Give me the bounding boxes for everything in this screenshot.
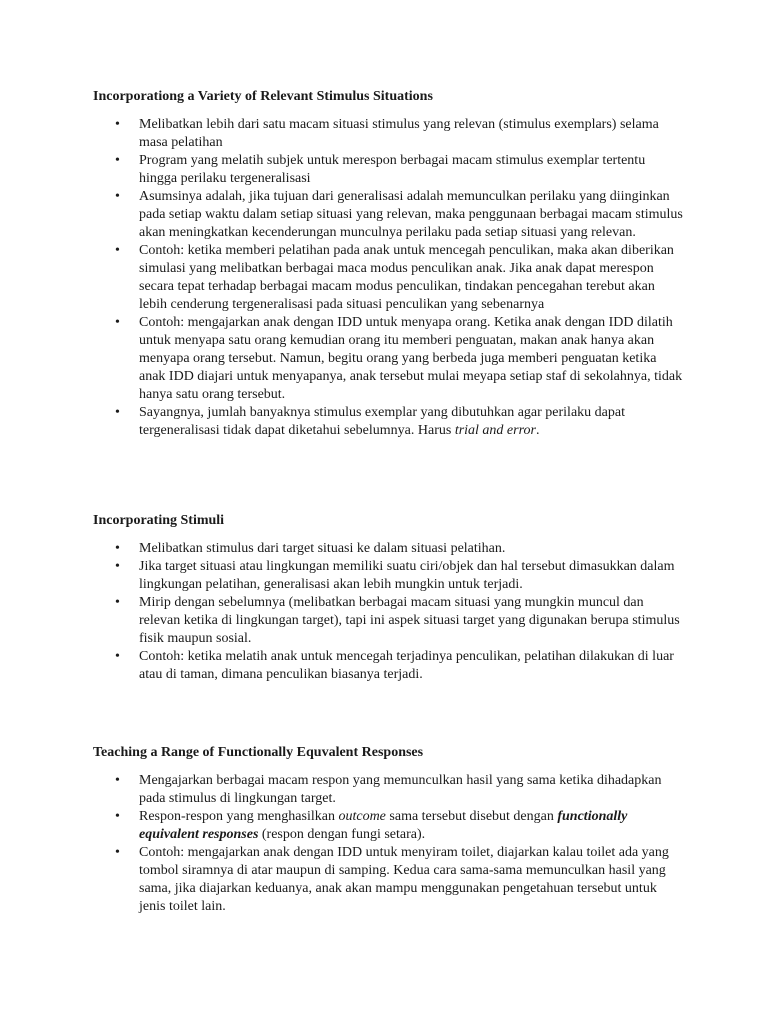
section-functionally-equivalent-responses (93, 744, 683, 916)
section-heading: Teaching a Range of Functionally Equvalent Responses (93, 745, 424, 760)
list-item: • Contoh: ketika melatih anak untuk mencegah terjadinya penculikan, pelatihan dilakukan di luar atau di taman, dimana penculikan biasanya terjadi. (93, 648, 683, 684)
section-incorporating-stimuli (93, 512, 683, 684)
item-text: sama tersebut disebut dengan (385, 809, 558, 824)
list-item: • Asumsinya adalah, jika tujuan dari generalisasi adalah memunculkan perilaku yang diinginkan pada setiap waktu dalam setiap situasi yang relevan, maka penggunaan berbagai macam stimulus akan meningkatkan kecenderungan munculnya perilaku pada setiap situasi yang relevan. (93, 188, 683, 242)
item-italic-text: trial and error (454, 423, 536, 438)
list-item: • Melibatkan stimulus dari target situasi ke dalam situasi pelatihan. (93, 540, 683, 558)
list-item: • Melibatkan lebih dari satu macam situasi stimulus yang relevan (stimulus exemplars) selama masa pelatihan (93, 116, 683, 152)
section-stimulus-situations (93, 88, 683, 440)
section-heading: Incorporating Stimuli (93, 513, 225, 528)
item-text: Respon-respon yang menghasilkan (139, 809, 339, 824)
bullet-list (93, 540, 683, 684)
list-item: • Contoh: mengajarkan anak dengan IDD untuk menyapa orang. Ketika anak dengan IDD dilatih untuk menyapa satu orang kemudian orang itu memberi penguatan, makan anak hanya akan menyapa orang tersebut. Namun, begitu orang yang berbeda juga memberi penguatan ketika anak IDD diajari untuk menyapanya, anak tersebut mulai meyapa setiap staf di sekolahnya, tidak hanya satu orang tersebut. (93, 314, 683, 404)
list-item (93, 808, 683, 844)
list-item: • Contoh: mengajarkan anak dengan IDD untuk menyiram toilet, diajarkan kalau toilet ada yang tombol siramnya di atar maupun di samping. Kedua cara sama-sama memunculkan hasil yang sama, jika diajarkan keduanya, anak akan mampu menggunakan pengetahuan tersebut untuk jenis toilet lain. (93, 844, 683, 916)
item-text: Sayangnya, jumlah banyaknya stimulus exemplar yang dibutuhkan agar perilaku dapat tergeneralisasi tidak dapat diketahui sebelumnya. Harus (139, 405, 625, 438)
item-bold-italic-text: functionally equivalent responses (139, 809, 628, 842)
bullet-list (93, 772, 683, 916)
list-item: • Program yang melatih subjek untuk merespon berbagai macam stimulus exemplar tertentu hingga perilaku tergeneralisasi (93, 152, 683, 188)
list-item: • Jika target situasi atau lingkungan memiliki suatu ciri/objek dan hal tersebut dimasukkan dalam lingkungan pelatihan, generalisasi akan lebih mungkin untuk terjadi. (93, 558, 683, 594)
item-text: . (535, 423, 540, 438)
section-heading: Incorporationg a Variety of Relevant Stimulus Situations (93, 89, 433, 104)
list-item: • Contoh: ketika memberi pelatihan pada anak untuk mencegah penculikan, maka akan diberikan simulasi yang melibatkan berbagai maca modus penculikan anak. Jika anak dapat merespon secara tepat terhadap berbagai macam modus penculikan, tindakan pencegahan terebut akan lebih cenderung tergeneralisasi pada situasi penculikan yang sebenarnya (93, 242, 683, 314)
list-item: • Mengajarkan berbagai macam respon yang memunculkan hasil yang sama ketika dihadapkan pada stimulus di lingkungan target. (93, 772, 683, 808)
bullet-list (93, 116, 683, 440)
item-italic-text: outcome (338, 809, 386, 824)
list-item (93, 404, 683, 440)
list-item: • Mirip dengan sebelumnya (melibatkan berbagai macam situasi yang mungkin muncul dan relevan ketika di lingkungan target), tapi ini aspek situasi target yang digunakan berupa stimulus fisik maupun sosial. (93, 594, 683, 648)
item-text: (respon dengan fungi setara). (258, 827, 426, 842)
